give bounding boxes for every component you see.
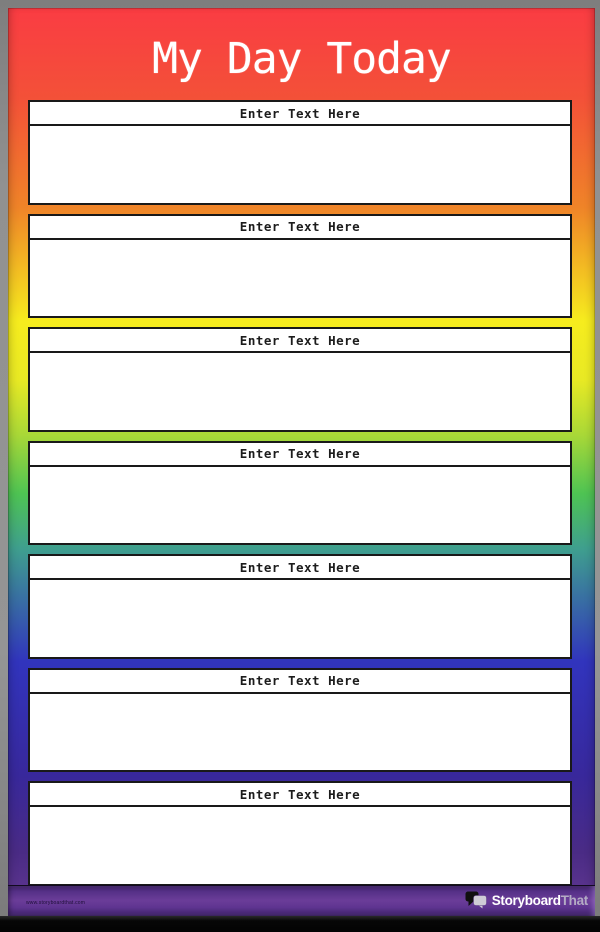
section-title-placeholder[interactable]: Enter Text Here <box>239 786 361 802</box>
section-title-placeholder[interactable]: Enter Text Here <box>239 673 361 689</box>
section-header[interactable] <box>30 102 570 126</box>
poster-page <box>8 8 595 916</box>
section-title-placeholder[interactable]: Enter Text Here <box>239 219 361 235</box>
brand-storyboard: Storyboard <box>491 892 561 908</box>
section-box-1 <box>28 100 572 205</box>
text-entry-area[interactable] <box>30 126 570 203</box>
website-url: www.storyboardthat.com <box>26 900 86 906</box>
text-entry-area[interactable] <box>30 580 570 657</box>
section-header[interactable] <box>30 216 570 240</box>
text-entry-area[interactable] <box>30 353 570 430</box>
text-entry-area[interactable] <box>30 807 570 884</box>
section-header[interactable] <box>30 556 570 580</box>
section-title-placeholder[interactable]: Enter Text Here <box>239 332 361 348</box>
speech-bubbles-icon <box>465 891 488 913</box>
brand-name <box>492 894 588 910</box>
section-box-4 <box>28 441 572 546</box>
section-header[interactable] <box>30 783 570 807</box>
section-box-6 <box>28 668 572 773</box>
storyboardthat-logo <box>465 886 588 917</box>
section-title-placeholder[interactable]: Enter Text Here <box>239 559 361 575</box>
bottom-black-bar <box>0 916 600 932</box>
section-box-7 <box>28 781 572 886</box>
section-box-5 <box>28 554 572 659</box>
section-box-2 <box>28 214 572 319</box>
text-entry-area[interactable] <box>30 694 570 771</box>
text-entry-area[interactable] <box>30 467 570 544</box>
section-header[interactable] <box>30 329 570 353</box>
section-title-placeholder[interactable]: Enter Text Here <box>239 105 361 121</box>
section-box-3 <box>28 327 572 432</box>
sections-list <box>28 100 572 886</box>
text-entry-area[interactable] <box>30 240 570 317</box>
poster-title: My Day Today <box>152 34 451 84</box>
section-title-placeholder[interactable]: Enter Text Here <box>239 446 361 462</box>
section-header[interactable] <box>30 443 570 467</box>
brand-that: That <box>560 892 588 908</box>
footer-bar <box>8 885 595 916</box>
section-header[interactable] <box>30 670 570 694</box>
